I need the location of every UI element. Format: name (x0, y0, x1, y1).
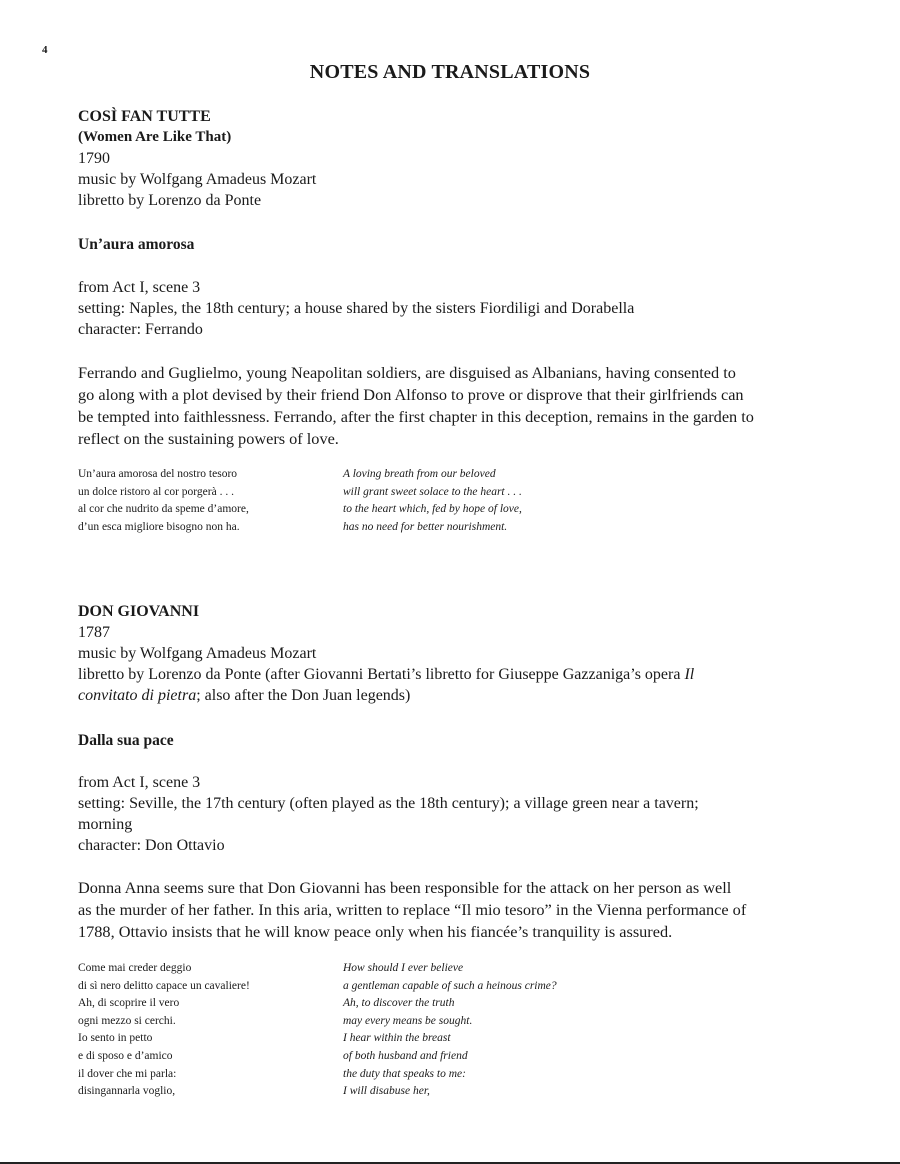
cosi-aria-character: character: Ferrando (78, 321, 203, 338)
page-title: NOTES AND TRANSLATIONS (309, 61, 591, 83)
verse-line-en: I will disabuse her, (343, 1085, 430, 1098)
verse-line-en: I hear within the breast (343, 1032, 451, 1045)
verse-line-en: A loving breath from our beloved (343, 468, 496, 480)
cosi-synopsis-line: be tempted into faithlessness. Ferrando, after the first chapter in this deception, remains in the garden to (78, 407, 754, 426)
giovanni-aria-details (78, 772, 828, 856)
giovanni-synopsis-line: Donna Anna seems sure that Don Giovanni has been responsible for the attack on her person as well (78, 878, 732, 897)
verse-line-en: a gentleman capable of such a heinous crime? (343, 979, 557, 992)
verse-line-en: to the heart which, fed by hope of love, (343, 503, 522, 516)
cosi-year: 1790 (78, 150, 110, 167)
giovanni-year: 1787 (78, 624, 110, 641)
verse-line-en: the duty that speaks to me: (343, 1067, 466, 1080)
verse-line-it: Io sento in petto (78, 1032, 153, 1045)
cosi-synopsis-line: go along with a plot devised by their friend Don Alfonso to prove or disprove that their girlfriends can (78, 385, 744, 404)
page-number: 4 (42, 44, 48, 56)
giovanni-aria-title: Dalla sua pace (78, 732, 174, 749)
verse-line-en: will grant sweet solace to the heart . . . (343, 485, 522, 498)
giovanni-libretto-text: libretto by Lorenzo da Ponte (after Giovanni Bertati’s libretto for Giuseppe Gazzaniga’s opera (78, 666, 685, 683)
giovanni-title: DON GIOVANNI (78, 603, 200, 620)
giovanni-libretto-opera: convitato di pietra (78, 687, 197, 704)
cosi-english-translation (343, 466, 522, 536)
verse-line-it: e di sposo e d’amico (78, 1049, 173, 1062)
giovanni-libretto (78, 664, 828, 685)
giovanni-aria-setting: morning (78, 816, 133, 833)
verse-line-en: of both husband and friend (343, 1049, 468, 1062)
cosi-aria-setting: setting: Naples, the 18th century; a house shared by the sisters Fiordiligi and Dorabella (78, 300, 635, 317)
giovanni-header (78, 601, 828, 706)
giovanni-aria-from: from Act I, scene 3 (78, 774, 201, 791)
cosi-subtitle: (Women Are Like That) (78, 129, 232, 145)
giovanni-libretto-text: ; also after the Don Juan legends) (196, 687, 411, 704)
verse-line-it: Come mai creder deggio (78, 962, 192, 974)
cosi-music: music by Wolfgang Amadeus Mozart (78, 171, 317, 188)
cosi-italian-text (78, 466, 249, 536)
cosi-synopsis (78, 362, 828, 450)
verse-line-en: may every means be sought. (343, 1014, 473, 1027)
cosi-synopsis-line: Ferrando and Guglielmo, young Neapolitan soldiers, are disguised as Albanians, having consented to (78, 363, 736, 382)
verse-line-it: d’un esca migliore bisogno non ha. (78, 520, 240, 533)
verse-line-it: Un’aura amorosa del nostro tesoro (78, 468, 238, 480)
cosi-title: COSÌ FAN TUTTE (78, 108, 211, 125)
verse-line-it: al cor che nudrito da speme d’amore, (78, 503, 249, 516)
giovanni-libretto-cont (78, 685, 828, 706)
cosi-aria-details (78, 277, 828, 340)
giovanni-aria-setting: setting: Seville, the 17th century (often played as the 18th century); a village green near a tavern; (78, 795, 699, 812)
giovanni-synopsis-line: as the murder of her father. In this aria, written to replace “Il mio tesoro” in the Vienna performance of (78, 900, 747, 919)
verse-line-en: Ah, to discover the truth (343, 997, 455, 1010)
verse-line-it: ogni mezzo si cerchi. (78, 1014, 176, 1027)
giovanni-synopsis (78, 877, 828, 943)
cosi-aria-title: Un’aura amorosa (78, 236, 195, 253)
giovanni-libretto-opera: Il (684, 666, 695, 683)
verse-line-it: Ah, di scoprire il vero (78, 997, 180, 1010)
giovanni-synopsis-line: 1788, Ottavio insists that he will know peace only when his fiancée’s tranquility is assured. (78, 922, 673, 941)
verse-line-en: How should I ever believe (343, 962, 464, 974)
verse-line-it: il dover che mi parla: (78, 1067, 177, 1080)
giovanni-music: music by Wolfgang Amadeus Mozart (78, 645, 317, 662)
giovanni-english-translation (343, 960, 557, 1101)
verse-line-en: has no need for better nourishment. (343, 520, 508, 533)
cosi-libretto: libretto by Lorenzo da Ponte (78, 192, 262, 209)
verse-line-it: disingannarla voglio, (78, 1085, 176, 1098)
cosi-header (78, 106, 828, 211)
giovanni-italian-text (78, 960, 250, 1101)
cosi-synopsis-line: reflect on the sustaining powers of love. (78, 429, 339, 448)
verse-line-it: un dolce ristoro al cor porgerà . . . (78, 485, 234, 498)
cosi-aria-from: from Act I, scene 3 (78, 279, 201, 296)
giovanni-aria-character: character: Don Ottavio (78, 837, 225, 854)
verse-line-it: di sì nero delitto capace un cavaliere! (78, 979, 250, 992)
